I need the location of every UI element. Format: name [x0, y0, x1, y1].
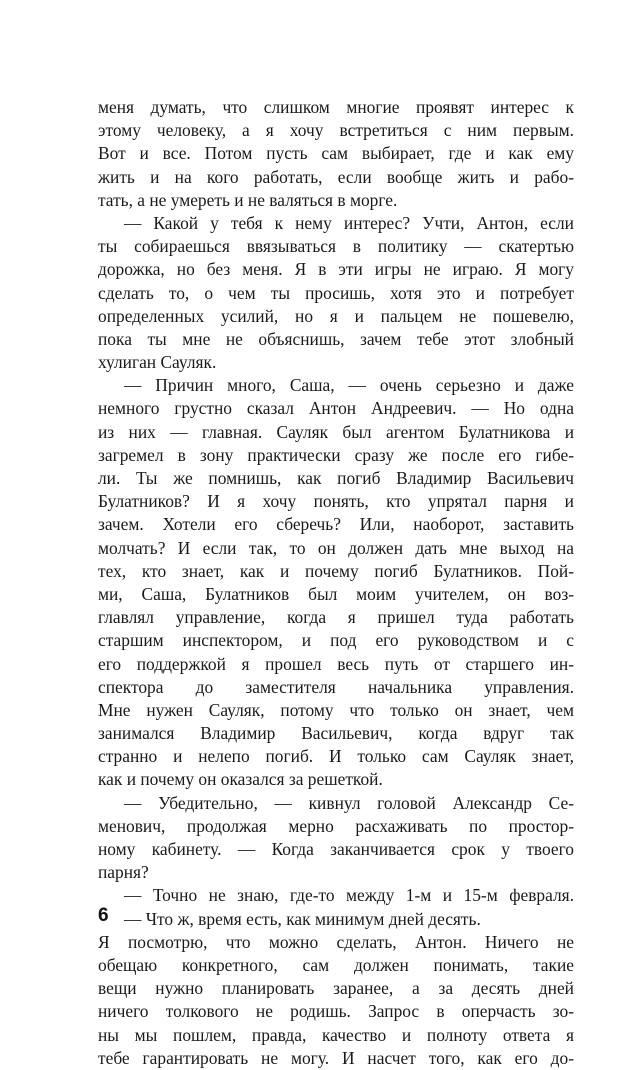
text-line: главлял управление, когда я пришел туда работать: [98, 607, 574, 628]
text-line: парня?: [98, 862, 149, 883]
text-line: ли. Ты же помнишь, как погиб Владимир Васильевич: [98, 468, 574, 488]
text-line: тебе гарантировать не могу. И насчет того, как его до-: [98, 1047, 574, 1068]
text-line: — Причин много, Саша, — очень серьезно и даже: [124, 375, 574, 396]
text-line: ты собираешься ввязываться в политику — скатертью: [98, 236, 574, 257]
text-line: — Какой у тебя к нему интерес? Учти, Антон, если: [124, 212, 574, 233]
text-line: старшим инспектором, и под его руководством и с: [98, 630, 574, 651]
text-line: пока ты мне не объяснишь, зачем тебе этот злобный: [98, 328, 574, 349]
text-line: этому человеку, а я хочу встретиться с ним первым.: [98, 120, 574, 141]
text-line: определенных усилий, но я и пальцем не пошевелю,: [98, 305, 574, 326]
text-line: ничего толкового не родишь. Запрос в оперчасть зо-: [98, 1001, 574, 1022]
text-line: — Убедительно, — кивнул головой Александр Се-: [124, 792, 574, 813]
text-line: меня думать, что слишком многие проявят интерес к: [98, 97, 574, 117]
text-line: спектора до заместителя начальника управления.: [98, 676, 574, 697]
text-line: из них — главная. Сауляк был агентом Булатникова и: [98, 421, 574, 442]
text-line: менович, продолжая мерно расхаживать по простор-: [98, 815, 574, 836]
text-line: тать, а не умереть и не валяться в морге.: [98, 189, 398, 210]
text-line: сделать то, о чем ты просишь, хотя это и потребует: [98, 282, 574, 303]
text-line: — Точно не знаю, где-то между 1-м и 15-м февраля.: [124, 885, 574, 906]
text-line: Булатников? И я хочу понять, кто упрятал парня и: [98, 491, 574, 512]
text-line: Я посмотрю, что можно сделать, Антон. Ничего не: [98, 931, 574, 952]
text-line: ми, Саша, Булатников был моим учителем, он воз-: [98, 583, 574, 604]
text-line: тех, кто знает, как и почему погиб Булатников. Пой-: [98, 560, 574, 581]
text-line: как и почему он оказался за решеткой.: [98, 769, 383, 790]
text-line: его поддержкой я прошел весь путь от старшего ин-: [98, 653, 574, 674]
body-text: [98, 96, 574, 1070]
text-line: занимался Владимир Васильевич, когда вдруг так: [98, 723, 574, 744]
page-number: 6: [98, 905, 109, 926]
text-line: молчать? И если так, то он должен дать мне выход на: [98, 537, 574, 558]
text-line: хулиган Сауляк.: [98, 352, 217, 373]
text-line: жить и на кого работать, если вообще жить и рабо-: [98, 166, 574, 187]
text-line: зачем. Хотели его сберечь? Или, наоборот, заставить: [98, 514, 574, 535]
text-line: Вот и все. Потом пусть сам выбирает, где и как ему: [98, 143, 574, 164]
text-line: ны мы пошлем, правда, качество и полноту ответа я: [98, 1024, 574, 1045]
text-line: немного грустно сказал Антон Андреевич. — Но одна: [98, 398, 574, 419]
text-line: Мне нужен Сауляк, потому что только он знает, чем: [98, 699, 574, 720]
text-line: дорожка, но без меня. Я в эти игры не играю. Я могу: [98, 259, 574, 280]
text-line: странно и нелепо погиб. И только сам Сауляк знает,: [98, 746, 574, 767]
text-line: вещи нужно планировать заранее, а за десять дней: [98, 978, 574, 999]
text-line: загремел в зону практически сразу же после его гибе-: [98, 444, 574, 465]
text-line: обещаю конкретного, сам должен понимать, такие: [98, 954, 574, 975]
text-line: — Что ж, время есть, как минимум дней десять.: [124, 908, 481, 929]
text-line: ному кабинету. — Когда заканчивается срок у твоего: [98, 839, 574, 859]
